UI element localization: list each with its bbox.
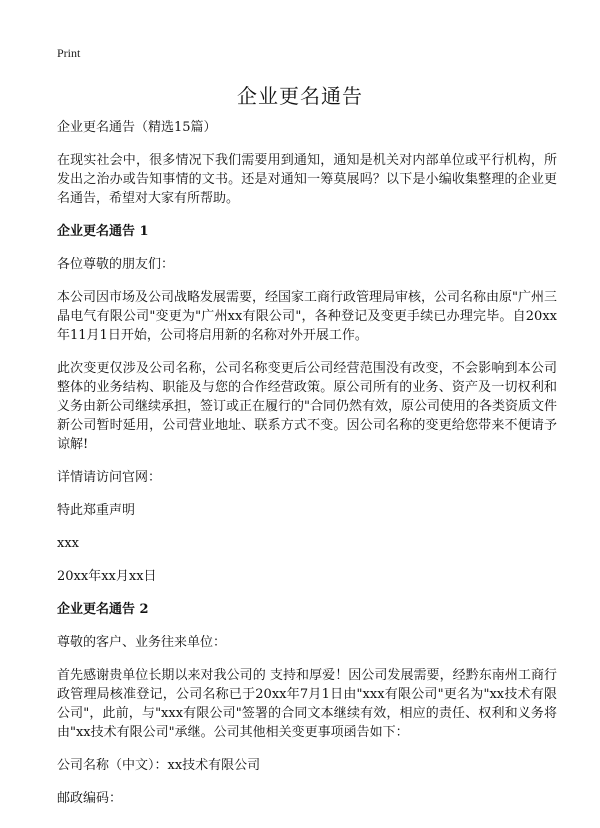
section-2-greeting: 尊敬的客户、业务往来单位：	[57, 635, 227, 650]
section-2-heading: 企业更名通告 2	[57, 602, 149, 617]
section-2-paragraph-1: 首先感谢贵单位长期以来对我公司的 支持和厚爱！因公司发展需要，经黔东南州工商行政管理局核准登记，公司名称已于20xx年7月1日由"xxx有限公司"更名为"xx技术有限公司"，此前，与"xxx有限公司"签署的合同文本继续有效，相应的责任、权利和义务将由"xx技术有限公司"承继。公司其他相关变更事项函告如下：	[57, 668, 557, 740]
document-body	[57, 118, 557, 822]
intro-paragraph: 在现实社会中，很多情况下我们需要用到通知，通知是机关对内部单位或平行机构，所发出之治办或告知事情的文书。还是对通知一筹莫展吗？以下是小编收集整理的企业更名通告，希望对大家有所帮助。	[57, 153, 557, 206]
section-1-greeting: 各位尊敬的朋友们：	[57, 257, 175, 272]
section-1-declaration: 特此郑重声明	[57, 503, 136, 518]
section-1-website: 详情请访问官网：	[57, 470, 162, 485]
section-1-signer: xxx	[57, 536, 79, 551]
section-1-paragraph-2: 此次变更仅涉及公司名称，公司名称变更后公司经营范围没有改变，不会影响到本公司整体的业务结构、职能及与您的合作经营政策。原公司所有的业务、资产及一切权利和义务由新公司继续承担，签订或正在履行的"合同仍然有效，原公司使用的各类资质文件新公司暂时延用，公司营业地址、联系方式不变。因公司名称的变更给您带来不便请予谅解!	[57, 361, 557, 452]
document-title: 企业更名通告	[237, 84, 363, 108]
print-label: Print	[57, 46, 81, 60]
section-1-heading: 企业更名通告 1	[57, 224, 149, 239]
document-subtitle: 企业更名通告（精选15篇）	[57, 120, 217, 135]
section-2-postal-code: 邮政编码：	[57, 791, 123, 806]
section-2-company-name: 公司名称（中文）：xx技术有限公司	[57, 758, 261, 773]
section-1-date: 20xx年xx月xx日	[57, 569, 157, 584]
section-1-paragraph-1: 本公司因市场及公司战略发展需要，经国家工商行政管理局审核，公司名称由原"广州三晶电气有限公司"变更为"广州xx有限公司"，各种登记及变更手续已办理完毕。自20xx年11月1日开始，公司将启用新的名称对外开展工作。	[57, 290, 557, 343]
